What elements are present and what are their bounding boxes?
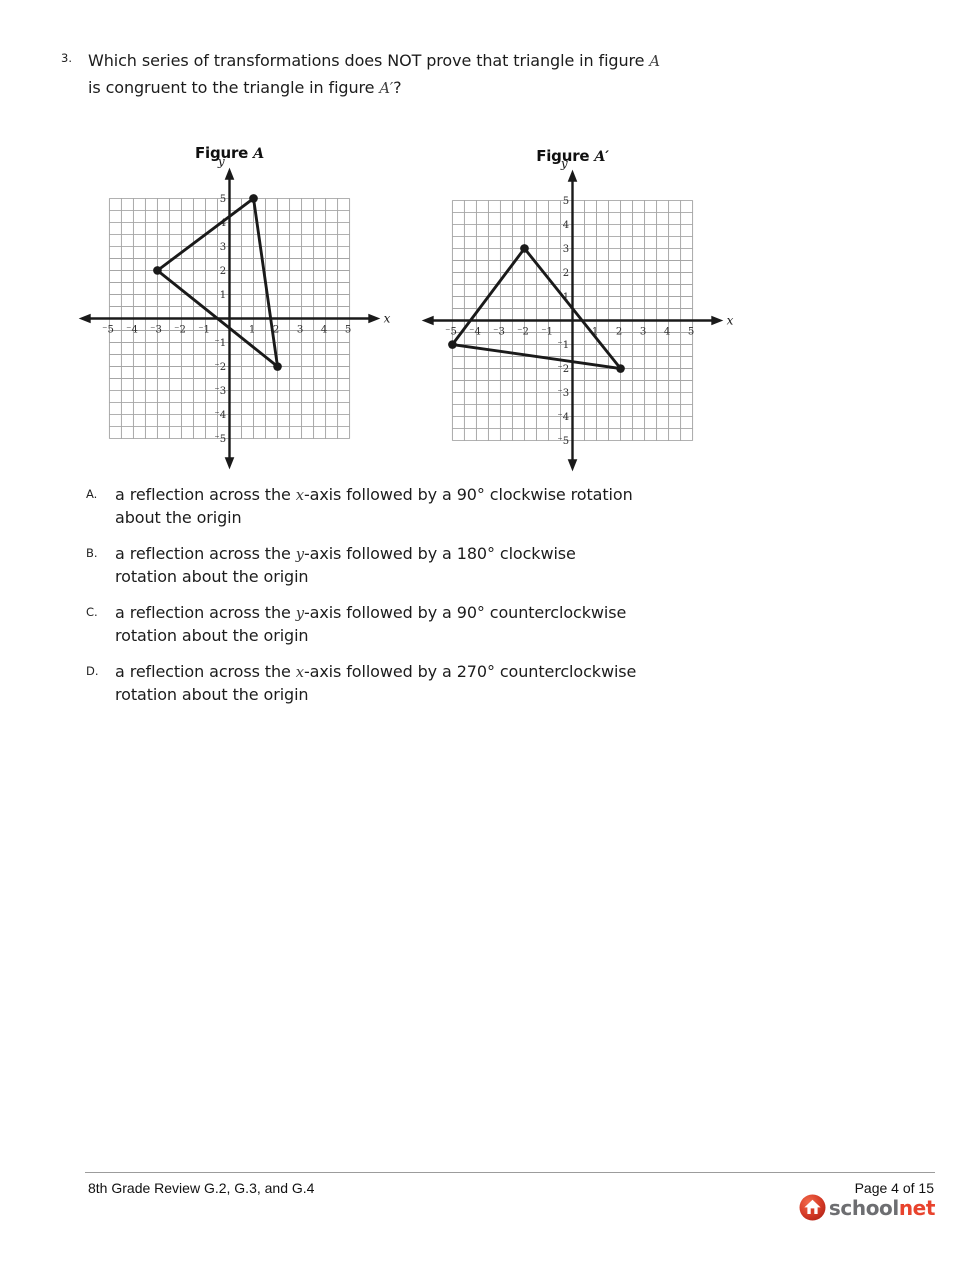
option-d-text	[115, 661, 636, 705]
question-mark: ?	[393, 78, 402, 97]
question-number: 3.	[61, 51, 72, 65]
svg-text:⁻4	[126, 324, 138, 335]
svg-text:⁻4	[469, 326, 481, 337]
figure-a-prime-graph	[405, 162, 740, 479]
figure-a-prime-ref: A′	[379, 80, 394, 97]
svg-text:4	[321, 324, 327, 335]
option-d-letter: D.	[86, 664, 99, 678]
question-line1: Which series of transformations does NOT prove that triangle in figure	[88, 51, 650, 70]
option-b-line2: rotation about the origin	[115, 566, 309, 586]
figure-a-prime-title-letter: A′	[594, 149, 609, 165]
svg-text:2	[616, 326, 622, 337]
option-c	[86, 602, 826, 646]
svg-text:1	[220, 290, 226, 301]
option-b-pre: a reflection across the	[115, 544, 296, 563]
option-a-letter: A.	[86, 487, 98, 501]
svg-text:5	[220, 194, 226, 205]
answer-options	[86, 484, 826, 720]
option-b-axis-letter: y	[295, 546, 304, 563]
option-a-text	[115, 484, 633, 528]
door-notch	[811, 1208, 815, 1214]
option-b-letter: B.	[86, 546, 98, 560]
option-d-axis-letter: x	[295, 664, 304, 681]
option-a-axis-letter: x	[295, 487, 304, 504]
option-b-text	[115, 543, 576, 587]
svg-text:4	[563, 220, 569, 231]
svg-text:⁻2	[517, 326, 529, 337]
svg-text:2	[220, 266, 226, 277]
svg-text:⁻5	[445, 326, 457, 337]
logo-school-text: school	[828, 1195, 899, 1220]
option-d-pre: a reflection across the	[115, 662, 296, 681]
svg-text:⁻2	[214, 362, 226, 373]
svg-text:5	[345, 324, 351, 335]
schoolnet-logo	[799, 1194, 935, 1221]
option-b	[86, 543, 826, 587]
option-d	[86, 661, 826, 705]
option-c-pre: a reflection across the	[115, 603, 296, 622]
svg-text:4	[664, 326, 670, 337]
svg-text:3	[220, 242, 226, 253]
home-icon	[799, 1194, 826, 1221]
figure-a-graph	[62, 160, 397, 477]
svg-text:⁻5	[102, 324, 114, 335]
question-block	[61, 48, 660, 102]
footer-assessment-title: 8th Grade Review G.2, G.3, and G.4	[88, 1180, 315, 1196]
svg-text:⁻1	[541, 326, 553, 337]
question-text	[88, 48, 660, 102]
svg-text:5	[688, 326, 694, 337]
question-line2: is congruent to the triangle in figure	[88, 78, 380, 97]
svg-text:⁻5	[557, 436, 569, 447]
footer-divider	[85, 1172, 935, 1173]
option-d-post: -axis followed by a 270° counterclockwise	[303, 662, 637, 681]
option-a	[86, 484, 826, 528]
option-a-line2: about the origin	[115, 507, 242, 527]
option-a-post: -axis followed by a 90° clockwise rotation	[303, 485, 633, 504]
figure-a-title-letter: A	[253, 146, 265, 162]
svg-text:3	[297, 324, 303, 335]
figure-a-title-word: Figure	[194, 144, 254, 162]
svg-text:2	[563, 268, 569, 279]
option-a-pre: a reflection across the	[115, 485, 296, 504]
svg-text:⁻1	[198, 324, 210, 335]
logo-net-text: net	[898, 1195, 935, 1220]
page-number: Page 4 of 15	[854, 1180, 934, 1196]
svg-text:⁻3	[214, 386, 226, 397]
logo-wordmark	[829, 1196, 935, 1220]
svg-text:⁻4	[214, 410, 226, 421]
svg-text:⁻3	[493, 326, 505, 337]
svg-text:⁻2	[557, 364, 569, 375]
figure-a-ref: A	[649, 53, 660, 70]
svg-text:⁻5	[214, 434, 226, 445]
option-c-post: -axis followed by a 90° counterclockwise	[303, 603, 627, 622]
option-d-line2: rotation about the origin	[115, 684, 309, 704]
svg-text:1	[249, 324, 255, 335]
option-c-axis-letter: y	[295, 605, 304, 622]
option-c-line2: rotation about the origin	[115, 625, 309, 645]
svg-text:y	[560, 156, 568, 170]
svg-text:5	[563, 196, 569, 207]
svg-text:x	[384, 311, 391, 325]
option-b-post: -axis followed by a 180° clockwise	[303, 544, 576, 563]
svg-text:x	[727, 313, 734, 327]
svg-text:⁻4	[557, 412, 569, 423]
svg-text:3	[640, 326, 646, 337]
figure-a-prime-title-word: Figure	[536, 147, 595, 165]
svg-text:3	[563, 244, 569, 255]
svg-text:⁻1	[557, 340, 569, 351]
svg-text:⁻2	[174, 324, 186, 335]
svg-text:⁻1	[214, 338, 226, 349]
option-c-letter: C.	[86, 605, 98, 619]
svg-text:y	[217, 154, 225, 168]
option-c-text	[115, 602, 626, 646]
svg-text:⁻3	[557, 388, 569, 399]
svg-text:⁻3	[150, 324, 162, 335]
